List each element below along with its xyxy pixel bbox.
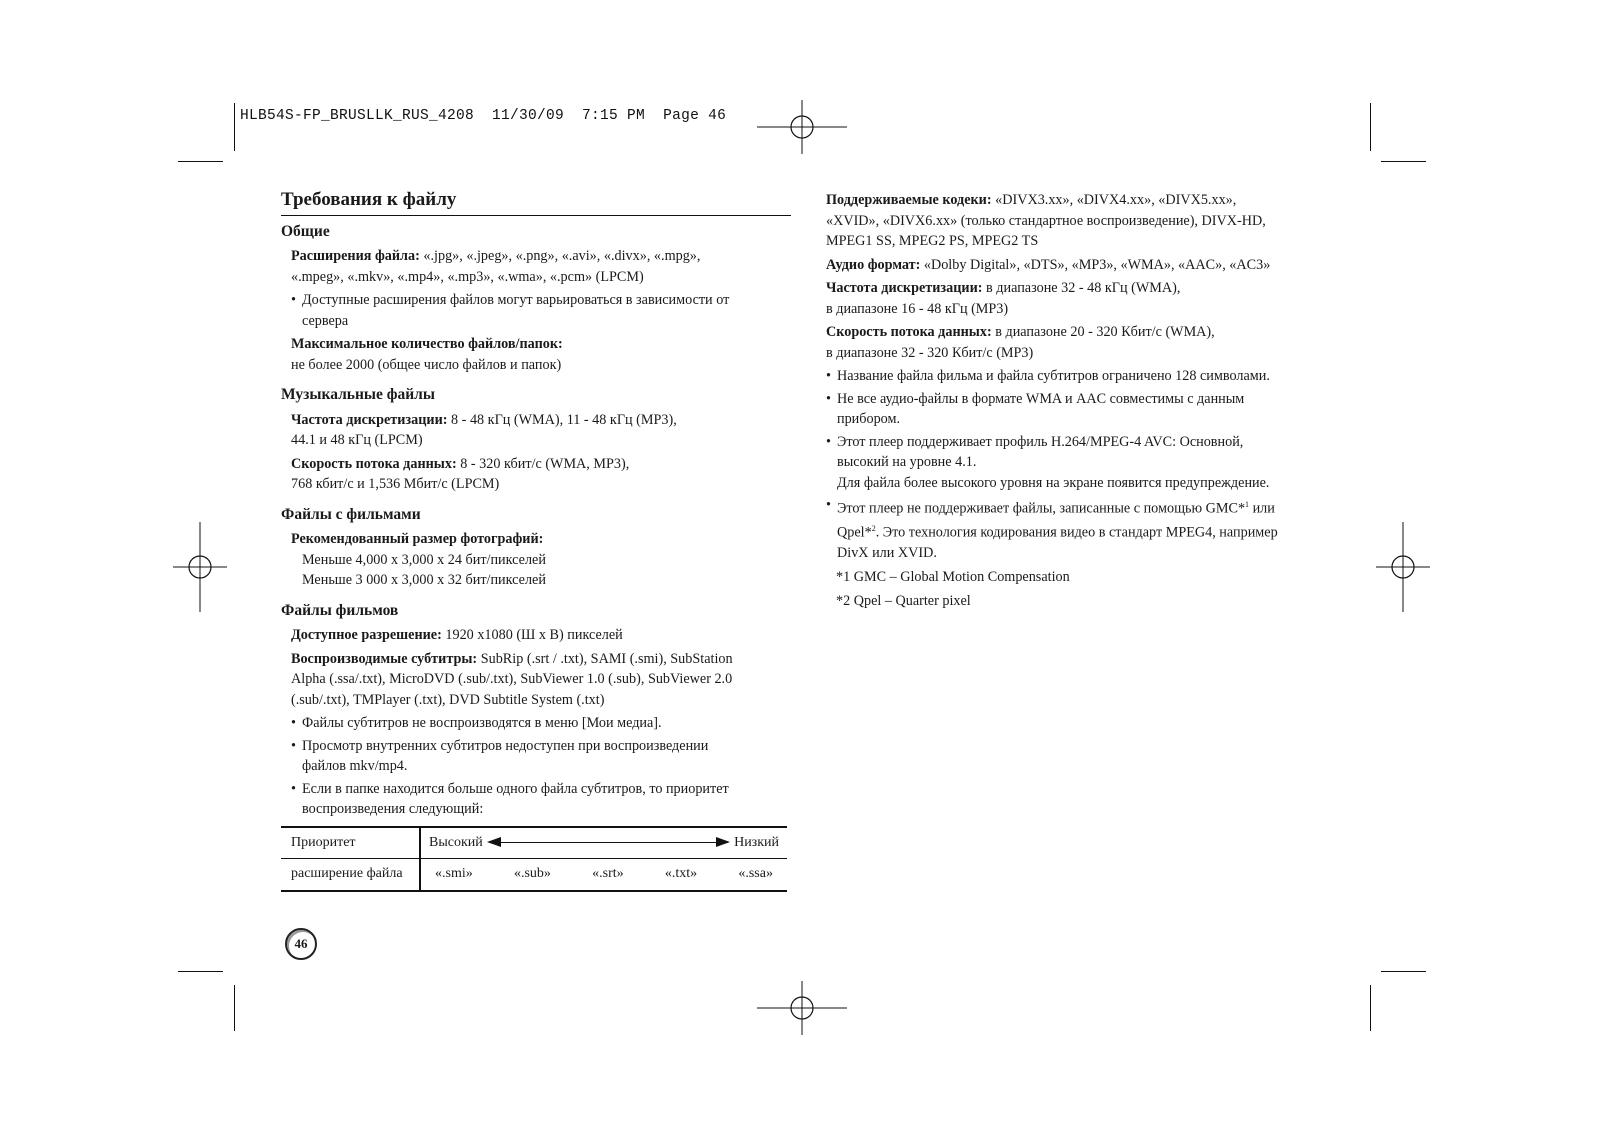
music-rate-value-2: 768 кбит/с и 1,536 Мбит/с (LPCM) xyxy=(291,476,500,492)
list-item xyxy=(291,290,793,331)
rate-value-1: в диапазоне 20 - 320 Кбит/с (WMA), xyxy=(995,324,1215,340)
list-item xyxy=(826,366,1336,387)
priority-low: Низкий xyxy=(734,834,779,850)
photo-heading: Файлы с фильмами xyxy=(281,505,421,523)
crop-mark xyxy=(1381,161,1426,162)
subtitles-block xyxy=(291,649,793,711)
subtitles-label: Воспроизводимые субтитры: xyxy=(291,650,478,667)
note-line: сервера xyxy=(302,312,349,329)
music-rate-label: Скорость потока данных: xyxy=(291,455,457,472)
codecs-label: Поддерживаемые кодеки: xyxy=(826,192,992,208)
table-row xyxy=(281,859,787,891)
subtitles-value-2: Alpha (.ssa/.txt), MicroDVD (.sub/.txt), SubViewer 1.0 (.sub), SubViewer 2.0 xyxy=(291,671,733,687)
note-line xyxy=(837,495,1336,519)
note-text: . Это технология кодирования видео в стандарт MPEG4, например xyxy=(875,524,1278,541)
subtitles-value-3: (.sub/.txt), TMPlayer (.txt), DVD Subtitle System (.txt) xyxy=(291,691,605,708)
note-line: файлов mkv/mp4. xyxy=(302,758,408,774)
footnote-ref: 1 xyxy=(1245,500,1250,509)
photo-size-value-2: Меньше 3 000 x 3,000 x 32 бит/пикселей xyxy=(302,572,546,588)
note-line: Для файла более высокого уровня на экране появится предупреждение. xyxy=(837,474,1270,491)
max-files-block xyxy=(291,334,793,375)
footnote: *2 Qpel – Quarter pixel xyxy=(836,593,971,610)
extensions-value-1: «.jpg», «.jpeg», «.png», «.avi», «.divx», «.mpg», xyxy=(423,248,701,264)
audio-value: «Dolby Digital», «DTS», «MP3», «WMA», «AAC», «AC3» xyxy=(923,256,1271,273)
photo-size-label: Рекомендованный размер фотографий: xyxy=(291,531,544,547)
max-files-value: не более 2000 (общее число файлов и папок) xyxy=(291,356,562,373)
print-slug: HLB54S-FP_BRUSLLK_RUS_4208 11/30/09 7:15 PM Page 46 xyxy=(240,108,727,124)
right-column xyxy=(826,190,1336,615)
music-freq-label: Частота дискретизации: xyxy=(291,411,448,428)
crop-mark xyxy=(234,985,235,1031)
list-item xyxy=(826,495,1336,564)
rate-block xyxy=(826,322,1336,363)
registration-mark-left-icon xyxy=(173,522,227,612)
note-line: высокий на уровне 4.1. xyxy=(837,454,977,470)
note-line: • Просмотр внутренних субтитров недоступен при воспроизведении xyxy=(302,737,709,754)
page-number: 46 xyxy=(285,928,317,960)
list-item xyxy=(291,779,793,820)
crop-mark xyxy=(234,103,235,151)
music-freq-value-1: 8 - 48 кГц (WMA), 11 - 48 кГц (MP3), xyxy=(451,411,677,428)
rate-label: Скорость потока данных: xyxy=(826,324,992,340)
table-row xyxy=(281,827,787,859)
resolution-block xyxy=(291,625,793,646)
crop-mark xyxy=(1381,971,1426,972)
extension-cell: «.ssa» xyxy=(738,866,773,881)
extension-list xyxy=(420,859,787,891)
codecs-value-2: «XVID», «DIVX6.xx» (только стандартное воспроизведение), DIVX-HD, xyxy=(826,212,1266,229)
list-item xyxy=(291,713,793,734)
list-item xyxy=(826,432,1336,494)
codecs-value-3: MPEG1 SS, MPEG2 PS, MPEG2 TS xyxy=(826,233,1039,249)
extensions-notes xyxy=(291,290,793,331)
extension-cell: «.txt» xyxy=(664,866,698,881)
registration-mark-top-icon xyxy=(757,100,847,154)
max-files-label: Максимальное количество файлов/папок: xyxy=(291,336,563,352)
music-rate-value-1: 8 - 320 кбит/с (WMA, MP3), xyxy=(460,455,630,472)
photo-size-block xyxy=(291,529,793,591)
note-line: прибором. xyxy=(837,411,901,427)
freq-value-2: в диапазоне 16 - 48 кГц (MP3) xyxy=(826,300,1009,317)
note-line: воспроизведения следующий: xyxy=(302,801,484,817)
section-title: Требования к файлу xyxy=(281,190,791,216)
extension-cell: «.smi» xyxy=(435,866,473,881)
left-column xyxy=(281,190,793,892)
priority-high: Высокий xyxy=(429,834,483,850)
audio-block xyxy=(826,255,1336,276)
note-line: Файлы субтитров не воспроизводятся в меню [Мои медиа]. xyxy=(302,715,662,731)
note-line: Название файла фильма и файла субтитров ограничено 128 символами. xyxy=(837,368,1270,384)
music-freq-block xyxy=(291,410,793,451)
double-arrow-icon xyxy=(489,842,728,843)
list-item xyxy=(826,389,1336,430)
freq-block xyxy=(826,278,1336,319)
priority-scale xyxy=(420,827,787,859)
right-notes xyxy=(826,366,1336,564)
photo-size-value-1: Меньше 4,000 x 3,000 x 24 бит/пикселей xyxy=(302,551,546,568)
note-line: DivX или XVID. xyxy=(837,545,937,562)
extension-cell: «.sub» xyxy=(513,866,551,881)
extensions-block xyxy=(291,246,793,287)
rate-value-2: в диапазоне 32 - 320 Кбит/с (MP3) xyxy=(826,344,1034,361)
footnote: *1 GMC – Global Motion Compensation xyxy=(836,568,1070,585)
general-heading: Общие xyxy=(281,222,330,240)
music-rate-block xyxy=(291,454,793,495)
resolution-label: Доступное разрешение: xyxy=(291,627,442,643)
audio-label: Аудио формат: xyxy=(826,256,921,273)
note-line: • Этот плеер поддерживает профиль H.264/MPEG-4 AVC: Основной, xyxy=(837,433,1244,450)
note-text: Этот плеер не поддерживает файлы, записанные с помощью GMC* xyxy=(837,500,1246,517)
freq-value-1: в диапазоне 32 - 48 кГц (WMA), xyxy=(986,280,1181,296)
note-line: • Не все аудио-файлы в формате WMA и AAC совместимы с данным xyxy=(837,390,1245,407)
crop-mark xyxy=(1370,103,1371,151)
priority-table xyxy=(281,826,787,892)
note-line: • Если в папке находится больше одного файла субтитров, то приоритет xyxy=(302,780,729,797)
crop-mark xyxy=(178,161,223,162)
list-item xyxy=(291,736,793,777)
extensions-label: Расширения файла: xyxy=(291,248,420,264)
subtitles-value-1: SubRip (.srt / .txt), SAMI (.smi), SubStation xyxy=(480,650,733,667)
note-text: Qpel* xyxy=(837,524,872,541)
registration-mark-right-icon xyxy=(1376,522,1430,612)
footnote-ref: 2 xyxy=(871,524,876,534)
extension-label: расширение файла xyxy=(281,859,420,891)
priority-label: Приоритет xyxy=(281,827,420,859)
note-line: • Доступные расширения файлов могут варьироваться в зависимости от xyxy=(302,292,730,308)
note-text: или xyxy=(1249,500,1275,517)
music-heading: Музыкальные файлы xyxy=(281,386,435,403)
codecs-block xyxy=(826,190,1336,252)
codecs-value-1: «DIVX3.xx», «DIVX4.xx», «DIVX5.xx», xyxy=(995,192,1237,208)
freq-label: Частота дискретизации: xyxy=(826,280,983,296)
note-line xyxy=(837,519,1336,543)
extension-cell: «.srt» xyxy=(592,866,624,881)
registration-mark-bottom-icon xyxy=(757,981,847,1035)
music-freq-value-2: 44.1 и 48 кГц (LPCM) xyxy=(291,432,423,448)
subtitle-notes xyxy=(291,713,793,820)
crop-mark xyxy=(1370,985,1371,1031)
movie-heading: Файлы фильмов xyxy=(281,601,399,619)
crop-mark xyxy=(178,971,223,972)
resolution-value: 1920 x1080 (Ш x В) пикселей xyxy=(445,627,623,643)
extensions-value-2: «.mpeg», «.mkv», «.mp4», «.mp3», «.wma», «.pcm» (LPCM) xyxy=(291,268,644,285)
